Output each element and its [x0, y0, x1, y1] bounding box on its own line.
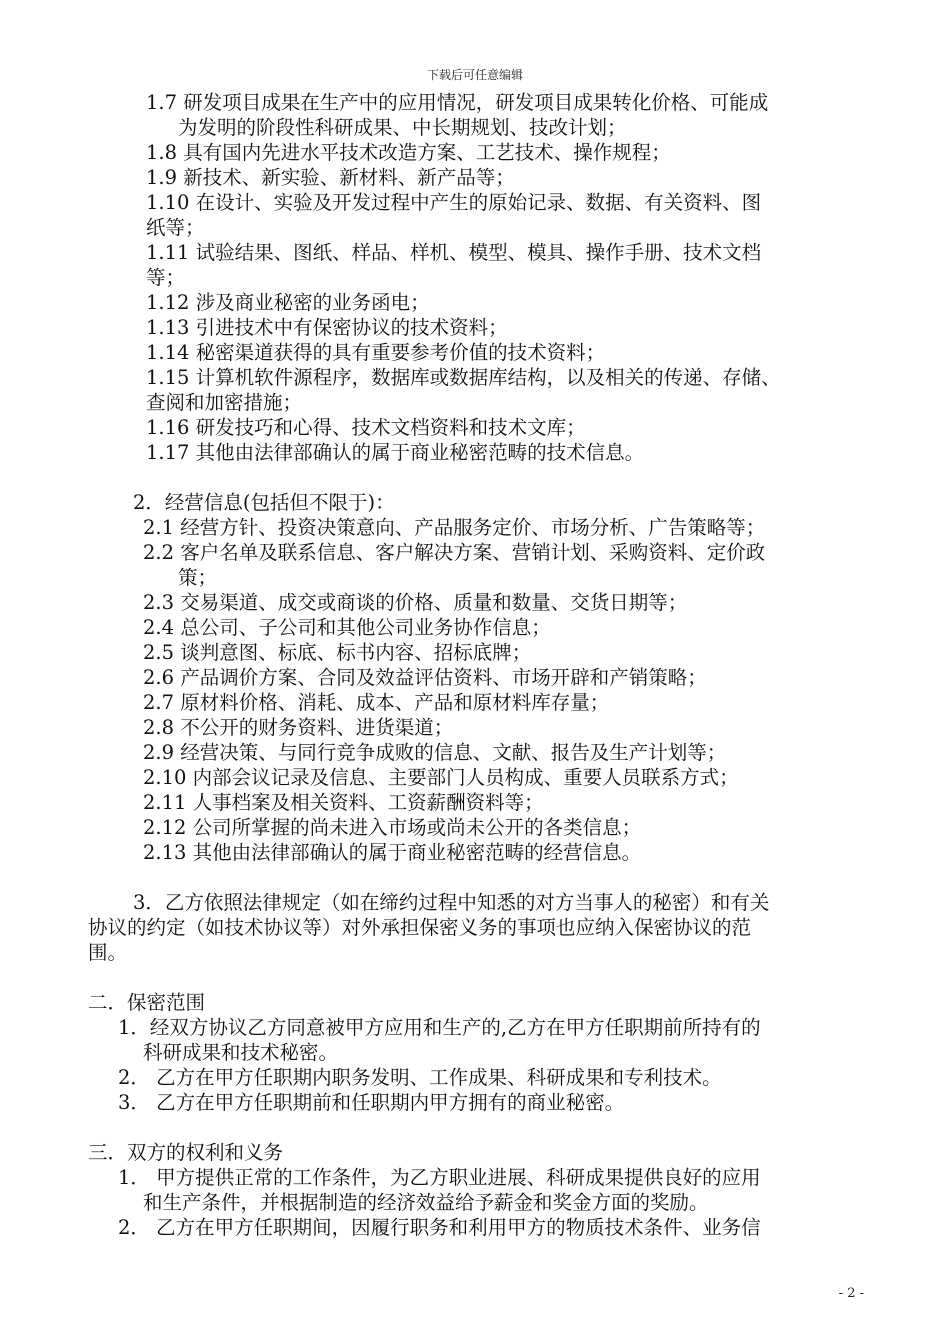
list-item-continuation: 科研成果和技术秘密。 — [143, 1041, 339, 1064]
rights-obligations-list — [88, 1165, 868, 1240]
list-item-text: 2.13 其他由法律部确认的属于商业秘密范畴的经营信息。 — [143, 841, 642, 864]
paragraph-line: 围。 — [88, 941, 128, 964]
list-item-text: 1． 甲方提供正常的工作条件，为乙方职业进展、科研成果提供良好的应用 — [118, 1166, 761, 1189]
list-item-text: 2.10 内部会议记录及信息、主要部门人员构成、重要人员联系方式； — [143, 766, 739, 789]
list-item-text: 1.13 引进技术中有保密协议的技术资料； — [146, 316, 508, 339]
list-item — [88, 1015, 868, 1065]
section-title-rights-obligations: 三．双方的权利和义务 — [88, 1141, 284, 1164]
paragraph-line: 3．乙方依照法律规定（如在缔约过程中知悉的对方当事人的秘密）和有关 — [133, 891, 770, 914]
list-item-text: 2． 乙方在甲方任职期间，因履行职务和利用甲方的物质技术条件、业务信 — [118, 1216, 761, 1239]
paragraph-line: 协议的约定（如技术协议等）对外承担保密义务的事项也应纳入保密协议的范 — [88, 916, 752, 939]
list-item-text: 2.4 总公司、子公司和其他公司业务协作信息； — [143, 616, 551, 639]
spacer — [88, 1115, 868, 1140]
list-item — [88, 840, 868, 865]
list-item-text: 1.11 试验结果、图纸、样品、样机、模型、模具、操作手册、技术文档 — [146, 241, 762, 264]
list-item — [88, 615, 868, 640]
list-item — [88, 1215, 868, 1240]
list-item — [88, 665, 868, 690]
list-item — [88, 315, 868, 340]
document-body — [88, 90, 868, 1240]
list-item-continuation: 等； — [146, 266, 186, 289]
list-item — [88, 365, 868, 415]
list-item — [88, 765, 868, 790]
list-item-text: 2.8 不公开的财务资料、进货渠道； — [143, 716, 454, 739]
list-item-text: 1.16 研发技巧和心得、技术文档资料和技术文库； — [146, 416, 586, 439]
spacer — [88, 865, 868, 890]
list-item-text: 2.11 人事档案及相关资料、工资薪酬资料等； — [143, 791, 544, 814]
list-item-text: 2.3 交易渠道、成交或商谈的价格、质量和数量、交货日期等； — [143, 591, 688, 614]
list-item — [88, 190, 868, 240]
list-item — [88, 240, 868, 290]
list-item-continuation: 为发明的阶段性科研成果、中长期规划、技改计划； — [178, 116, 627, 139]
business-info-title: 2．经营信息(包括但不限于)： — [133, 491, 395, 514]
list-item — [88, 440, 868, 465]
list-item — [88, 640, 868, 665]
list-item-text: 1.14 秘密渠道获得的具有重要参考价值的技术资料； — [146, 341, 606, 364]
list-item — [88, 590, 868, 615]
list-item — [88, 740, 868, 765]
business-info-list — [88, 515, 868, 865]
list-item-text: 1.9 新技术、新实验、新材料、新产品等； — [146, 166, 515, 189]
spacer — [88, 965, 868, 990]
list-item — [88, 515, 868, 540]
list-item-text: 2.2 客户名单及联系信息、客户解决方案、营销计划、采购资料、定价政 — [143, 541, 766, 564]
list-item-continuation: 和生产条件，并根据制造的经济效益给予薪金和奖金方面的奖励。 — [143, 1191, 709, 1214]
list-item-text: 1.15 计算机软件源程序，数据库或数据库结构，以及相关的传递、存储、 — [146, 366, 781, 389]
list-item — [88, 540, 868, 590]
list-item — [88, 790, 868, 815]
list-item-text: 2． 乙方在甲方任职期内职务发明、工作成果、科研成果和专利技术。 — [118, 1066, 722, 1089]
list-item-text: 3． 乙方在甲方任职期前和任职期内甲方拥有的商业秘密。 — [118, 1091, 625, 1114]
paragraph-3 — [88, 890, 868, 965]
list-item — [88, 415, 868, 440]
list-item-continuation: 策； — [178, 566, 218, 589]
list-item-text: 2.7 原材料价格、消耗、成本、产品和原材料库存量； — [143, 691, 610, 714]
list-item-continuation: 查阅和加密措施； — [146, 391, 303, 414]
spacer — [88, 465, 868, 490]
list-item — [88, 715, 868, 740]
list-item-text: 1.10 在设计、实验及开发过程中产生的原始记录、数据、有关资料、图 — [146, 191, 762, 214]
list-item — [88, 90, 868, 140]
list-item — [88, 1165, 868, 1215]
list-item — [88, 815, 868, 840]
list-item-text: 1.12 涉及商业秘密的业务函电； — [146, 291, 430, 314]
list-item — [88, 340, 868, 365]
list-item — [88, 690, 868, 715]
list-item-text: 2.5 谈判意图、标底、标书内容、招标底牌； — [143, 641, 532, 664]
list-item-text: 1.17 其他由法律部确认的属于商业秘密范畴的技术信息。 — [146, 441, 645, 464]
confidentiality-scope-list — [88, 1015, 868, 1115]
list-item-text: 1.7 研发项目成果在生产中的应用情况，研发项目成果转化价格、可能成 — [146, 91, 769, 114]
list-item-text: 1．经双方协议乙方同意被甲方应用和生产的,乙方在甲方任职期前所持有的 — [118, 1016, 761, 1039]
list-item-text: 2.9 经营决策、与同行竞争成败的信息、文献、报告及生产计划等； — [143, 741, 727, 764]
list-item — [88, 290, 868, 315]
page-number: - 2 - — [838, 1286, 864, 1301]
list-item-text: 2.1 经营方针、投资决策意向、产品服务定价、市场分析、广告策略等； — [143, 516, 766, 539]
list-item — [88, 1065, 868, 1090]
list-item — [88, 165, 868, 190]
list-item-text: 2.12 公司所掌握的尚未进入市场或尚未公开的各类信息； — [143, 816, 642, 839]
list-item-text: 1.8 具有国内先进水平技术改造方案、工艺技术、操作规程； — [146, 141, 671, 164]
list-item — [88, 140, 868, 165]
list-item-text: 2.6 产品调价方案、合同及效益评估资料、市场开辟和产销策略； — [143, 666, 707, 689]
page-header: 下载后可任意编辑 — [426, 68, 523, 82]
list-item-continuation: 纸等； — [146, 216, 205, 239]
section-title-confidentiality-scope: 二．保密范围 — [88, 991, 206, 1014]
tech-info-list — [88, 90, 868, 465]
list-item — [88, 1090, 868, 1115]
